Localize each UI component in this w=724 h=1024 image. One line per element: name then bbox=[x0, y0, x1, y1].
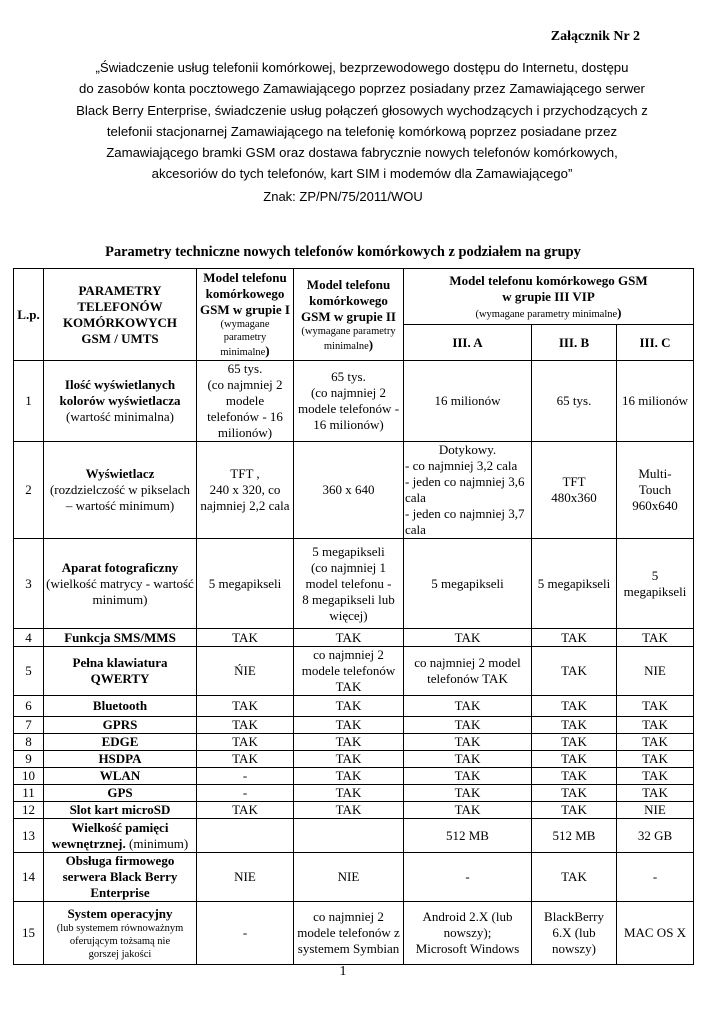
row-number: 3 bbox=[14, 539, 44, 629]
group-3b-value bbox=[532, 647, 617, 696]
row-number: 1 bbox=[14, 361, 44, 442]
value-line: modele telefonów - bbox=[297, 401, 400, 416]
parameter-title-line: Bluetooth bbox=[92, 698, 148, 713]
parameter-title-line: Ilość wyświetlanych bbox=[64, 377, 176, 392]
header-parameters-line: GSM / UMTS bbox=[81, 330, 159, 346]
group-1-note-line: minimalne bbox=[220, 347, 266, 358]
value-line: - co najmniej 3,2 cala bbox=[405, 458, 518, 473]
value-line: - bbox=[465, 869, 470, 884]
table-row bbox=[14, 696, 694, 717]
group-1-value bbox=[197, 853, 294, 902]
group-3-title-line: Model telefonu komórkowego GSM bbox=[449, 272, 648, 288]
value-line: - jeden co najmniej 3,6 bbox=[405, 474, 525, 489]
page-number: 1 bbox=[339, 964, 347, 979]
parameter-title-line: System operacyjny bbox=[67, 905, 173, 921]
group-1-value bbox=[197, 539, 294, 629]
group-3c-value bbox=[617, 819, 694, 853]
group-3b-value bbox=[532, 361, 617, 442]
group-3b-value bbox=[532, 768, 617, 785]
value-line: TAK bbox=[561, 717, 587, 732]
value-line: TAK bbox=[642, 751, 668, 766]
group-3c-value bbox=[617, 442, 694, 539]
value-line: 65 tys. bbox=[556, 393, 592, 408]
value-line: TFT bbox=[562, 474, 586, 489]
row-number: 5 bbox=[14, 647, 44, 696]
group-3c-value bbox=[617, 696, 694, 717]
group-2-value bbox=[294, 734, 404, 751]
parameter-note-line: (rozdzielczość w pikselach bbox=[49, 482, 191, 497]
value-line: - jeden co najmniej 3,7 bbox=[405, 506, 525, 521]
row-number: 14 bbox=[14, 853, 44, 902]
group-3a-value bbox=[404, 696, 532, 717]
group-1-value bbox=[197, 768, 294, 785]
intro-line: telefonii stacjonarnej Zamawiającego na telefonię komórkową poprzez posiadane przez bbox=[106, 123, 618, 139]
row-number: 13 bbox=[14, 819, 44, 853]
parameter-title-line: kolorów wyświetlacza bbox=[59, 393, 181, 408]
table-row bbox=[14, 751, 694, 768]
table-row bbox=[14, 442, 694, 539]
group-3b-value bbox=[532, 442, 617, 539]
parameter-title-line: Wyświetlacz bbox=[85, 466, 155, 481]
group-3a-value bbox=[404, 785, 532, 802]
value-list bbox=[405, 458, 530, 538]
value-line: TAK bbox=[642, 698, 668, 713]
value-line: TFT , bbox=[230, 466, 260, 481]
row-number: 15 bbox=[14, 902, 44, 965]
group-1-value bbox=[197, 751, 294, 768]
value-line: TAK bbox=[335, 629, 362, 645]
header-group-2 bbox=[294, 269, 404, 361]
group-3c-value bbox=[617, 785, 694, 802]
value-line: TAK bbox=[642, 734, 668, 749]
value-line: nowszy); bbox=[443, 925, 492, 940]
parameter-name bbox=[44, 819, 197, 853]
parameter-small-note-line: gorszej jakości bbox=[88, 948, 152, 960]
group-3a-value bbox=[404, 442, 532, 539]
value-line: telefonów - 16 bbox=[207, 409, 283, 424]
group-3c-value bbox=[617, 647, 694, 696]
table-row bbox=[14, 768, 694, 785]
parameter-title-line: Wielkość pamięci bbox=[71, 819, 169, 835]
value-line: TAK bbox=[454, 751, 481, 766]
intro-paragraph bbox=[34, 57, 690, 185]
value-line: nowszy) bbox=[551, 941, 597, 956]
group-3a-value bbox=[404, 853, 532, 902]
value-line: megapikseli bbox=[623, 583, 687, 599]
value-line: 360 x 640 bbox=[322, 482, 375, 497]
value-line: 5 megapikseli bbox=[208, 575, 282, 591]
value-line: 65 tys. bbox=[227, 361, 263, 376]
value-line: TAK bbox=[561, 869, 587, 884]
value-line: Dotykowy. bbox=[438, 442, 497, 457]
group-3c-value bbox=[617, 629, 694, 647]
header-group-3c: III. C bbox=[617, 325, 694, 361]
group-2-title-line: komórkowego bbox=[309, 292, 388, 308]
parameter-name bbox=[44, 629, 197, 647]
row-number: 9 bbox=[14, 751, 44, 768]
value-line: TAK bbox=[232, 734, 258, 749]
value-line: co najmniej 2 bbox=[313, 647, 384, 662]
parameter-title-line: GPS bbox=[107, 785, 133, 800]
header-parameters-line: TELEFONÓW bbox=[77, 298, 163, 314]
value-line: 16 milionów bbox=[434, 393, 501, 408]
value-line: model telefonu - bbox=[305, 575, 392, 591]
row-number: 11 bbox=[14, 785, 44, 802]
closing-paren: ) bbox=[368, 336, 374, 352]
parameter-name bbox=[44, 717, 197, 734]
group-3a-value bbox=[404, 539, 532, 629]
group-2-value bbox=[294, 751, 404, 768]
parameter-title-line: QWERTY bbox=[90, 671, 150, 686]
group-1-value bbox=[197, 647, 294, 696]
parameter-note-line: minimum) bbox=[92, 591, 148, 607]
group-2-value bbox=[294, 768, 404, 785]
parameter-name bbox=[44, 785, 197, 802]
parameter-title-line: serwera Black Berry bbox=[62, 869, 178, 884]
value-line: 6.X (lub bbox=[552, 925, 596, 940]
parameter-title-text: wewnętrznej. bbox=[51, 835, 126, 851]
group-3b-value bbox=[532, 819, 617, 853]
table-row bbox=[14, 734, 694, 751]
parameter-title-line: EDGE bbox=[101, 734, 139, 749]
group-3a-value bbox=[404, 361, 532, 442]
group-2-value bbox=[294, 361, 404, 442]
value-line: TAK bbox=[561, 751, 587, 766]
value-line: BlackBerry bbox=[544, 909, 604, 924]
value-line: modele bbox=[225, 393, 265, 408]
value-line: MAC OS X bbox=[623, 925, 687, 940]
parameter-title-line: GPRS bbox=[102, 717, 138, 732]
value-line: NIE bbox=[234, 869, 256, 884]
row-number: 8 bbox=[14, 734, 44, 751]
group-3b-value bbox=[532, 696, 617, 717]
value-line: TAK bbox=[335, 751, 362, 766]
parameter-title-line: Funkcja SMS/MMS bbox=[64, 629, 176, 645]
group-2-value bbox=[294, 647, 404, 696]
group-2-value bbox=[294, 442, 404, 539]
value-line: TAK bbox=[454, 768, 481, 783]
header-parameters bbox=[44, 269, 197, 361]
value-line: 65 tys. bbox=[331, 369, 366, 384]
value-line: - bbox=[242, 768, 248, 783]
value-line: 5 bbox=[651, 567, 659, 583]
table-row bbox=[14, 802, 694, 819]
group-3c-value bbox=[617, 751, 694, 768]
value-line: TAK bbox=[335, 717, 362, 732]
value-line: cala bbox=[405, 522, 426, 537]
value-line: - bbox=[242, 785, 248, 800]
group-1-value bbox=[197, 734, 294, 751]
value-line: systemem Symbian bbox=[297, 941, 400, 956]
group-2-value bbox=[294, 696, 404, 717]
value-line: NIE bbox=[644, 663, 666, 678]
value-line: TAK bbox=[561, 663, 587, 678]
parameter-note-line: – wartość minimum) bbox=[65, 498, 175, 513]
value-line: TAK bbox=[561, 768, 587, 783]
value-line: cala bbox=[405, 490, 426, 505]
group-3c-value bbox=[617, 853, 694, 902]
group-1-value bbox=[197, 717, 294, 734]
row-number: 2 bbox=[14, 442, 44, 539]
group-1-note-line: parametry bbox=[223, 332, 267, 343]
group-1-title-line: Model telefonu bbox=[203, 270, 287, 285]
value-line: (co najmniej 2 bbox=[310, 385, 387, 400]
value-line: 8 megapikseli lub bbox=[302, 591, 395, 607]
intro-line: „Świadczenie usług telefonii komórkowej, bezprzewodowego dostępu do Internetu, dostępu bbox=[95, 60, 629, 75]
annex-title: Załącznik Nr 2 bbox=[550, 29, 640, 44]
group-1-value bbox=[197, 361, 294, 442]
value-line: - bbox=[652, 869, 658, 884]
table-row bbox=[14, 853, 694, 902]
row-number: 6 bbox=[14, 696, 44, 717]
value-line: TAK bbox=[561, 698, 587, 713]
closing-paren: ) bbox=[265, 343, 270, 358]
value-line: TAK bbox=[642, 717, 668, 732]
group-2-value bbox=[294, 717, 404, 734]
group-3-note: (wymagane parametry minimalne bbox=[475, 308, 618, 320]
value-line: co najmniej 2 model bbox=[414, 655, 521, 670]
parameter-name bbox=[44, 751, 197, 768]
parameter-title-line: Enterprise bbox=[90, 885, 150, 900]
table-row bbox=[14, 819, 694, 853]
value-line: 480x360 bbox=[551, 490, 597, 505]
value-line: modele telefonów z bbox=[297, 925, 400, 940]
group-1-value bbox=[197, 902, 294, 965]
group-2-note-line: minimalne bbox=[323, 340, 369, 352]
value-line: TAK bbox=[454, 717, 481, 732]
value-line: Multi- bbox=[638, 466, 672, 481]
value-line: TAK bbox=[335, 768, 362, 783]
group-1-value bbox=[197, 442, 294, 539]
parameter-name bbox=[44, 361, 197, 442]
parameter-name bbox=[44, 647, 197, 696]
value-line: TAK bbox=[335, 734, 362, 749]
group-2-value bbox=[294, 539, 404, 629]
value-line: - bbox=[242, 925, 248, 940]
group-3b-value bbox=[532, 717, 617, 734]
value-line: TAK bbox=[232, 717, 258, 732]
parameter-name bbox=[44, 802, 197, 819]
group-2-title-line: GSM w grupie II bbox=[301, 308, 396, 324]
value-line: 16 milionów) bbox=[313, 417, 384, 432]
row-number: 4 bbox=[14, 629, 44, 647]
parameter-name bbox=[44, 696, 197, 717]
table-row bbox=[14, 902, 694, 965]
table-row bbox=[14, 361, 694, 442]
parameter-name bbox=[44, 902, 197, 965]
group-3c-value bbox=[617, 717, 694, 734]
value-line: Touch bbox=[638, 482, 672, 497]
group-3b-value bbox=[532, 539, 617, 629]
group-3a-value bbox=[404, 734, 532, 751]
value-line: 16 milionów bbox=[621, 393, 689, 408]
group-2-value bbox=[294, 802, 404, 819]
header-group-1 bbox=[197, 269, 294, 361]
table-row bbox=[14, 539, 694, 629]
value-line: 512 MB bbox=[446, 827, 489, 843]
value-line: TAK bbox=[642, 785, 668, 800]
value-line: TAK bbox=[561, 802, 587, 817]
value-line: co najmniej 2 bbox=[313, 909, 384, 924]
parameter-title-line: Slot kart microSD bbox=[69, 802, 171, 817]
header-group-3a: III. A bbox=[404, 325, 532, 361]
group-3a-value bbox=[404, 819, 532, 853]
value-line: (co najmniej 2 bbox=[207, 377, 283, 392]
value-line: telefonów TAK bbox=[427, 671, 508, 686]
value-line: TAK bbox=[335, 785, 362, 800]
group-1-value bbox=[197, 819, 294, 853]
group-1-value bbox=[197, 785, 294, 802]
group-2-value bbox=[294, 902, 404, 965]
value-line: TAK bbox=[454, 734, 481, 749]
value-line: Android 2.X (lub bbox=[422, 909, 513, 924]
group-1-title-line: GSM w grupie I bbox=[200, 302, 290, 317]
table-row bbox=[14, 717, 694, 734]
value-line: TAK bbox=[232, 629, 258, 645]
header-parameters-line: PARAMETRY bbox=[78, 282, 162, 298]
value-line: TAK bbox=[561, 785, 587, 800]
group-3c-value bbox=[617, 361, 694, 442]
table-row bbox=[14, 629, 694, 647]
header-lp: L.p. bbox=[14, 269, 44, 361]
value-line: 512 MB bbox=[552, 827, 596, 843]
row-number: 7 bbox=[14, 717, 44, 734]
value-line: 5 megapikseli bbox=[431, 575, 504, 591]
parameter-name bbox=[44, 539, 197, 629]
group-3b-value bbox=[532, 629, 617, 647]
value-line: (co najmniej 1 bbox=[310, 559, 387, 575]
group-1-value bbox=[197, 696, 294, 717]
value-line: najmniej 2,2 cala bbox=[200, 498, 290, 513]
value-line: TAK bbox=[335, 679, 362, 694]
parameter-note-line: (wielkość matrycy - wartość bbox=[46, 575, 194, 591]
parameter-title-line: WLAN bbox=[99, 768, 141, 783]
group-3b-value bbox=[532, 751, 617, 768]
parameter-name bbox=[44, 734, 197, 751]
value-line: TAK bbox=[232, 751, 258, 766]
group-3a-value bbox=[404, 902, 532, 965]
group-3a-value bbox=[404, 629, 532, 647]
group-1-note-line: (wymagane bbox=[220, 319, 270, 330]
group-1-value bbox=[197, 629, 294, 647]
group-3c-value bbox=[617, 802, 694, 819]
group-3c-value bbox=[617, 734, 694, 751]
parameter-note-line: (wartość minimalna) bbox=[66, 409, 174, 424]
group-2-note-line: (wymagane parametry bbox=[301, 325, 396, 337]
table-row bbox=[14, 647, 694, 696]
group-2-value bbox=[294, 629, 404, 647]
row-number: 12 bbox=[14, 802, 44, 819]
parameter-title-line: Aparat fotograficzny bbox=[61, 559, 179, 575]
group-2-title-line: Model telefonu bbox=[306, 276, 391, 292]
intro-line: Zamawiającego bramki GSM oraz dostawa fabrycznie nowych telefonów komórkowych, bbox=[106, 145, 618, 161]
parameters-table bbox=[13, 268, 694, 965]
group-3a-value bbox=[404, 768, 532, 785]
group-3b-value bbox=[532, 902, 617, 965]
group-3-title-line: w grupie III VIP bbox=[502, 288, 595, 304]
group-3b-value bbox=[532, 853, 617, 902]
value-line: TAK bbox=[232, 698, 258, 713]
value-line: TAK bbox=[561, 629, 587, 645]
value-line: TAK bbox=[335, 698, 362, 713]
reference-sign: Znak: ZP/PN/75/2011/WOU bbox=[263, 189, 423, 204]
group-3b-value bbox=[532, 802, 617, 819]
value-line: TAK bbox=[454, 698, 481, 713]
parameter-name bbox=[44, 442, 197, 539]
group-3c-value bbox=[617, 902, 694, 965]
group-1-title-line: komórkowego bbox=[205, 286, 285, 301]
parameter-name bbox=[44, 768, 197, 785]
group-3a-value bbox=[404, 647, 532, 696]
group-3b-value bbox=[532, 734, 617, 751]
value-line: TAK bbox=[561, 734, 587, 749]
parameter-small-note-line: (lub systemem równoważnym bbox=[56, 922, 184, 934]
value-line: 240 x 320, co bbox=[209, 482, 281, 497]
row-number: 10 bbox=[14, 768, 44, 785]
intro-line: akcesoriów do tych telefonów, kart SIM i modemów dla Zamawiającego” bbox=[151, 166, 573, 182]
table-title: Parametry techniczne nowych telefonów komórkowych z podziałem na grupy bbox=[105, 244, 581, 260]
group-3a-value bbox=[404, 751, 532, 768]
value-line: 5 megapikseli bbox=[537, 575, 611, 591]
header-group-3b: III. B bbox=[532, 325, 617, 361]
group-3a-value bbox=[404, 717, 532, 734]
value-line: TAK bbox=[232, 802, 258, 817]
value-line: TAK bbox=[454, 629, 481, 645]
parameter-title-line: HSDPA bbox=[98, 751, 142, 766]
closing-paren: ) bbox=[617, 304, 622, 320]
table-header-row bbox=[14, 269, 694, 325]
table-row bbox=[14, 785, 694, 802]
parameter-title-line bbox=[45, 836, 195, 852]
group-3c-value bbox=[617, 768, 694, 785]
group-3b-value bbox=[532, 785, 617, 802]
value-line: TAK bbox=[642, 768, 668, 783]
value-line: Microsoft Windows bbox=[415, 941, 520, 956]
header-group-3 bbox=[404, 269, 694, 325]
parameter-title-line: Obsługa firmowego bbox=[65, 853, 175, 868]
value-line: TAK bbox=[454, 802, 481, 817]
value-line: ŃIE bbox=[234, 663, 256, 678]
value-line: NIE bbox=[644, 802, 666, 817]
parameter-name bbox=[44, 853, 197, 902]
header-parameters-line: KOMÓRKOWYCH bbox=[62, 314, 178, 330]
value-line: TAK bbox=[454, 785, 481, 800]
value-line: TAK bbox=[642, 629, 668, 645]
value-line: NIE bbox=[337, 869, 360, 884]
value-line: 5 megapikseli bbox=[312, 543, 385, 559]
parameter-note: (minimum) bbox=[125, 835, 189, 851]
value-line: modele telefonów bbox=[301, 663, 396, 678]
intro-line: Black Berry Enterprise, świadczenie usług połączeń głosowych wychodzących i przychodzących z bbox=[76, 102, 648, 118]
group-3a-value bbox=[404, 802, 532, 819]
value-line: więcej) bbox=[329, 607, 368, 623]
intro-line: do zasobów konta pocztowego Zamawiającego poprzez posiadany przez Zamawiającego serwer bbox=[79, 81, 645, 97]
parameter-title-line: Pełna klawiatura bbox=[72, 655, 168, 670]
group-2-value bbox=[294, 853, 404, 902]
value-line: 32 GB bbox=[637, 827, 673, 843]
value-line: 960x640 bbox=[632, 498, 678, 513]
group-2-value bbox=[294, 819, 404, 853]
value-line: TAK bbox=[335, 802, 362, 817]
group-3c-value bbox=[617, 539, 694, 629]
value-line: milionów) bbox=[217, 425, 273, 440]
group-2-value bbox=[294, 785, 404, 802]
parameter-small-note-line: oferującym tożsamą nie bbox=[69, 935, 171, 947]
group-1-value bbox=[197, 802, 294, 819]
